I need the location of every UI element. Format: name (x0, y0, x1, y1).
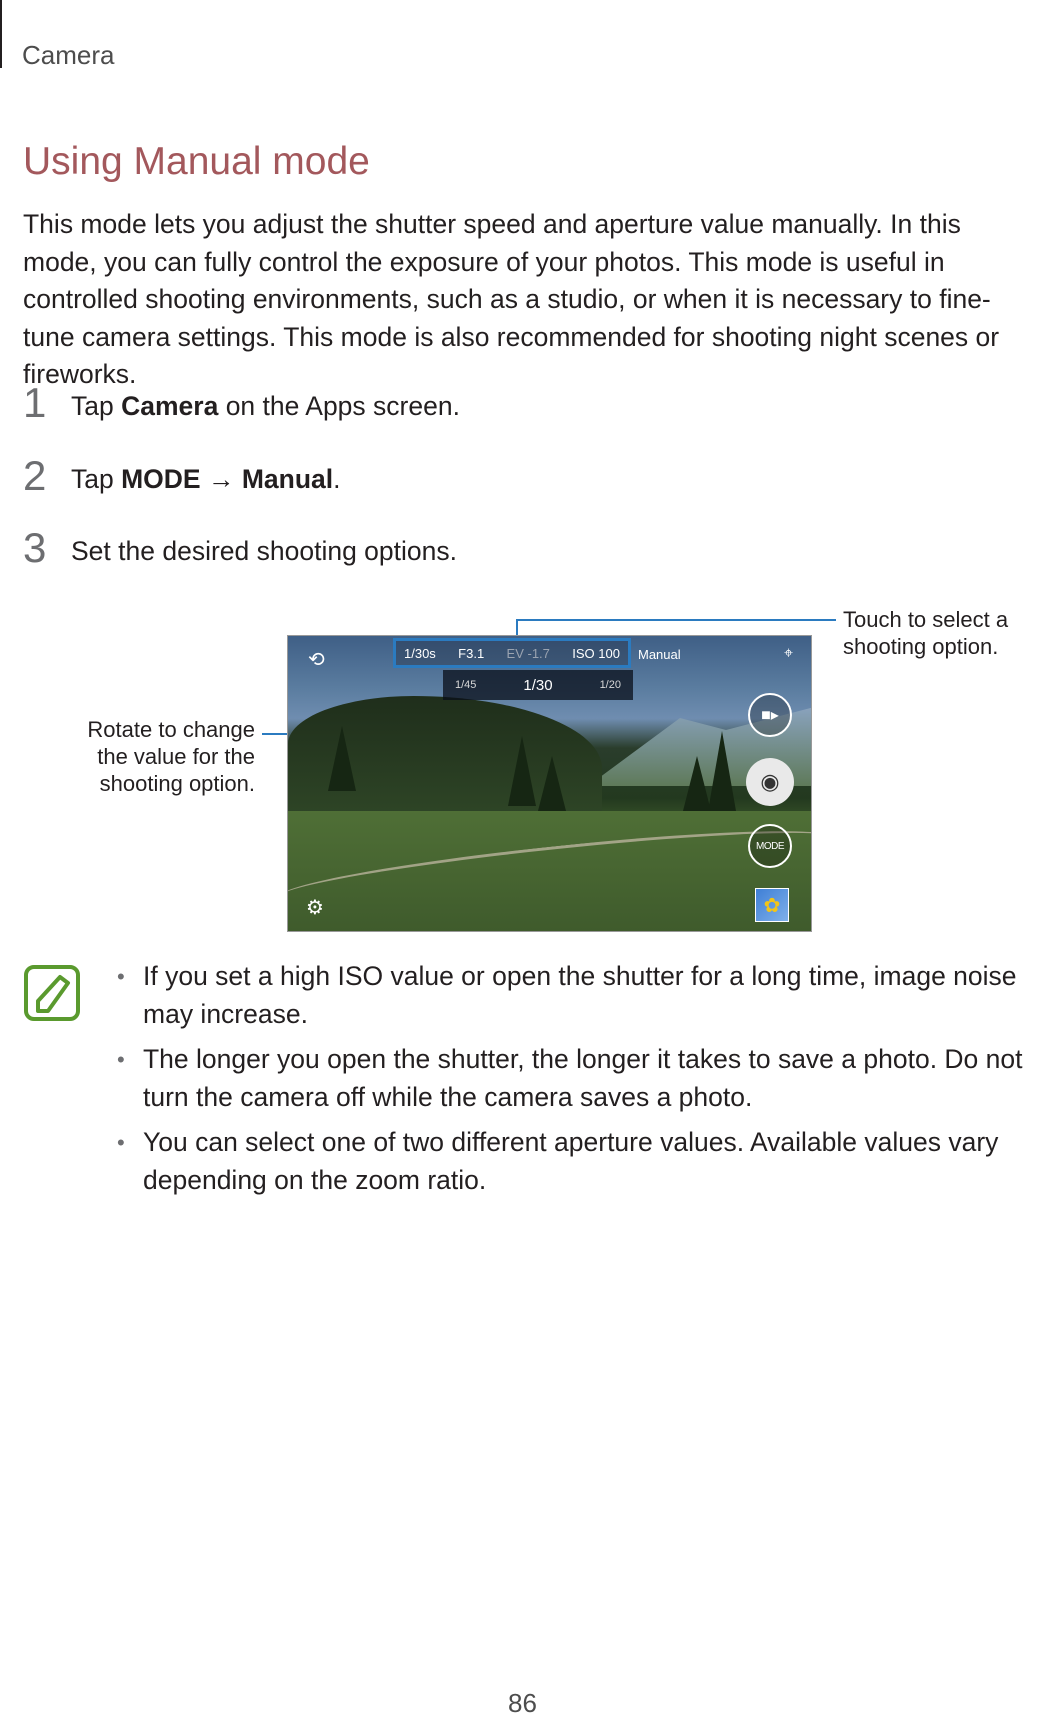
settings-gear-icon[interactable]: ⚙ (306, 897, 324, 919)
intro-paragraph: This mode lets you adjust the shutter speed and aperture value manually. In this mode, you can fully control the exposure of your photos. This mode is useful in controlled shooting environments, such as a studio, or when it is necessary to fine-tune camera settings. This mode is also recommended for shooting night scenes or fireworks. (23, 209, 1000, 389)
step-3 (23, 524, 1023, 580)
exposure-option[interactable]: EV -1.7 (506, 645, 550, 661)
callout-select-option: Touch to select a shooting option. (843, 607, 1009, 659)
iso-option[interactable]: ISO 100 (572, 645, 620, 661)
scene-tree (508, 736, 536, 806)
value-dial[interactable] (443, 670, 633, 700)
notes-list (113, 958, 1033, 1207)
focus-target-icon[interactable]: ⌖ (784, 645, 794, 662)
step-text: Tap MODE → Manual. (71, 464, 341, 494)
scene-tree (708, 731, 736, 811)
step-number: 3 (23, 524, 47, 571)
scene-tree (683, 756, 711, 811)
video-record-button[interactable] (748, 693, 792, 737)
step-text: Tap Camera on the Apps screen. (71, 391, 460, 421)
camera-shutter-button[interactable] (746, 758, 794, 806)
shutter-speed-option[interactable]: 1/30s (404, 645, 436, 661)
video-record-icon: ■▸ (761, 707, 779, 724)
callout-rotate-value: Rotate to change the value for the shooting option. (87, 717, 255, 796)
step-number: 2 (23, 452, 47, 499)
header-rule (0, 0, 2, 68)
step-2 (23, 452, 1023, 508)
aperture-option[interactable]: F3.1 (458, 645, 485, 661)
switch-camera-icon[interactable]: ⟲ (308, 649, 325, 671)
note-item: • If you set a high ISO value or open the shutter for a long time, image noise may increase. (117, 961, 1017, 1029)
step-text: Set the desired shooting options. (71, 536, 457, 566)
scene-tree (538, 756, 566, 811)
page-title: Using Manual mode (23, 140, 370, 183)
camera-shutter-icon: ◉ (760, 769, 780, 794)
section-label: Camera (22, 40, 115, 70)
mode-label: Manual (638, 647, 681, 662)
note-item: • The longer you open the shutter, the longer it takes to save a photo. Do not turn the camera off while the camera saves a photo. (117, 1044, 1023, 1112)
note-item: • You can select one of two different aperture values. Available values vary depending on the zoom ratio. (117, 1127, 999, 1195)
camera-screenshot (287, 635, 812, 932)
scene-tree (328, 726, 356, 791)
shooting-options-bar[interactable] (393, 638, 631, 668)
dial-value-current[interactable]: 1/30 (523, 676, 553, 694)
step-number: 1 (23, 379, 47, 426)
dial-value[interactable]: 1/20 (599, 679, 621, 691)
gallery-thumbnail-icon[interactable]: ✿ (755, 888, 789, 922)
dial-value[interactable]: 1/45 (455, 679, 477, 691)
page-number: 86 (508, 1688, 537, 1718)
mode-button[interactable]: MODE (748, 824, 792, 868)
callout-line (516, 619, 836, 621)
note-icon (24, 965, 80, 1021)
step-1 (23, 379, 1023, 435)
